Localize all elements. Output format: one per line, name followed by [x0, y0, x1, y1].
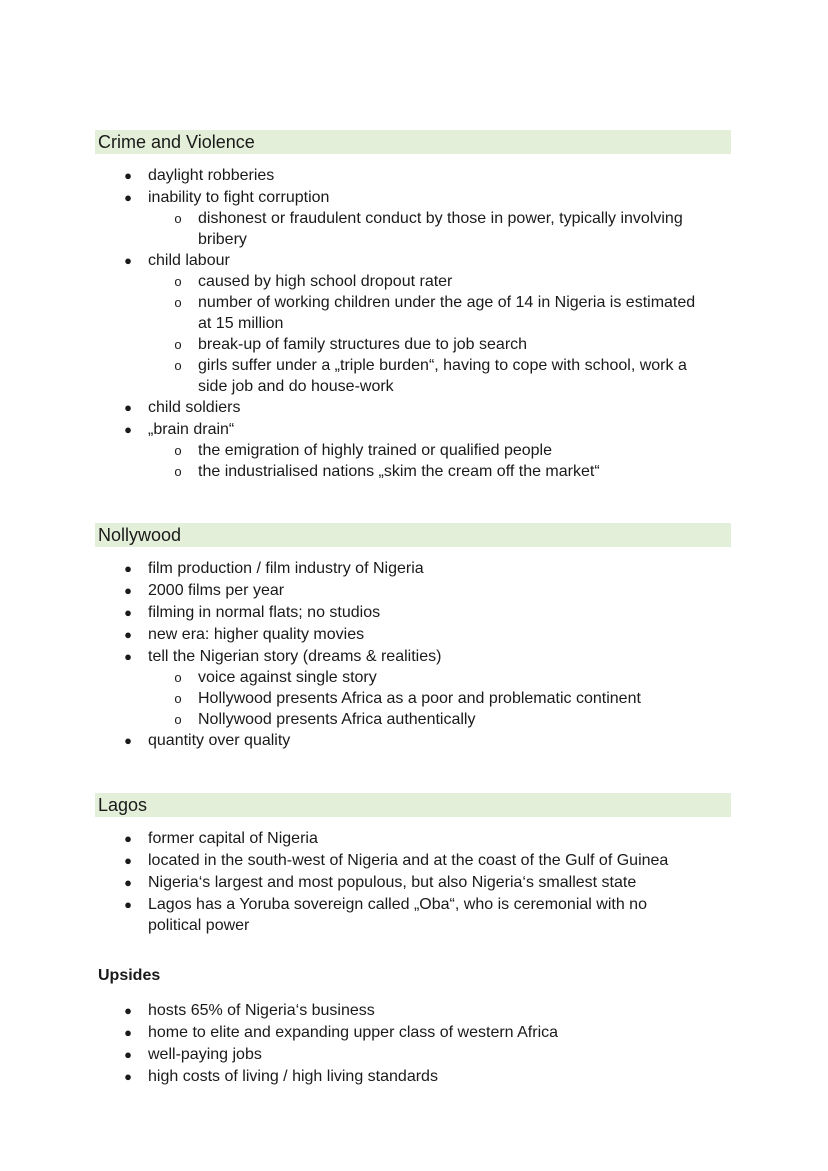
list-item-text: home to elite and expanding upper class of western Africa [148, 1024, 559, 1041]
list-item-text: the industrialised nations „skim the cream off the market“ [198, 463, 600, 480]
list-item-text: filming in normal flats; no studios [148, 604, 381, 621]
bullet-icon: ● [124, 561, 132, 576]
list-item-text: quantity over quality [148, 732, 291, 749]
list-item-text: inability to fight corruption [148, 189, 330, 206]
list-item-text: Nollywood presents Africa authentically [198, 711, 476, 728]
section-title: Crime and Violence [98, 132, 255, 152]
list-item-text: new era: higher quality movies [148, 626, 365, 643]
bullet-icon: ● [124, 400, 132, 415]
bullet-icon: ● [124, 605, 132, 620]
section-heading-nollywood [95, 523, 731, 547]
list-item-text: caused by high school dropout rater [198, 273, 453, 290]
bullet-icon: ● [124, 422, 132, 437]
list-item-text: „brain drain“ [148, 421, 235, 438]
bullet-icon: ● [124, 583, 132, 598]
bullet-icon: ● [124, 253, 132, 268]
section-title: Nollywood [98, 525, 182, 545]
circle-bullet-icon: o [174, 712, 182, 727]
list-item-text: tell the Nigerian story (dreams & realities) [148, 648, 442, 665]
list-item-text: located in the south-west of Nigeria and at the coast of the Gulf of Guinea [148, 852, 669, 869]
bullet-icon: ● [124, 1003, 132, 1018]
circle-bullet-icon: o [174, 337, 182, 352]
list-item-text: at 15 million [198, 315, 284, 332]
bullet-icon: ● [124, 1069, 132, 1084]
bullet-icon: ● [124, 1025, 132, 1040]
list-item-text: former capital of Nigeria [148, 830, 318, 847]
bullet-icon: ● [124, 897, 132, 912]
list-item-text: daylight robberies [148, 167, 275, 184]
circle-bullet-icon: o [174, 274, 182, 289]
list-item-text: child soldiers [148, 399, 241, 416]
list-item-text: Lagos has a Yoruba sovereign called „Oba“, who is ceremonial with no [148, 896, 647, 913]
list-item-text: girls suffer under a „triple burden“, having to cope with school, work a [198, 357, 687, 374]
list-item-text: voice against single story [198, 669, 377, 686]
list-item-text: side job and do house-work [198, 378, 394, 395]
circle-bullet-icon: o [174, 691, 182, 706]
list-item-text: dishonest or fraudulent conduct by those in power, typically involving [198, 210, 683, 227]
list-item-text: well-paying jobs [148, 1046, 262, 1063]
list-item-text: Nigeria‘s largest and most populous, but also Nigeria‘s smallest state [148, 874, 637, 891]
list-item-text: bribery [198, 231, 247, 248]
circle-bullet-icon: o [174, 295, 182, 310]
list-item-text: political power [148, 917, 250, 934]
circle-bullet-icon: o [174, 358, 182, 373]
bullet-icon: ● [124, 733, 132, 748]
list-item-text: the emigration of highly trained or qualified people [198, 442, 553, 459]
list-item-text: break-up of family structures due to job search [198, 336, 528, 353]
circle-bullet-icon: o [174, 670, 182, 685]
circle-bullet-icon: o [174, 443, 182, 458]
bullet-icon: ● [124, 627, 132, 642]
list-item-text: hosts 65% of Nigeria‘s business [148, 1002, 375, 1019]
list-item-text: high costs of living / high living standards [148, 1068, 438, 1085]
section-heading-crime [95, 130, 731, 154]
list-item-text: child labour [148, 252, 230, 269]
list-item-text: Hollywood presents Africa as a poor and problematic continent [198, 690, 641, 707]
bullet-icon: ● [124, 190, 132, 205]
circle-bullet-icon: o [174, 464, 182, 479]
bullet-icon: ● [124, 853, 132, 868]
list-item-text: film production / film industry of Nigeria [148, 560, 424, 577]
section-heading-lagos [95, 793, 731, 817]
list-item-text: 2000 films per year [148, 582, 285, 599]
bullet-icon: ● [124, 168, 132, 183]
bullet-icon: ● [124, 1047, 132, 1062]
bullet-icon: ● [124, 875, 132, 890]
section-title: Lagos [98, 795, 148, 815]
bullet-icon: ● [124, 649, 132, 664]
bullet-icon: ● [124, 831, 132, 846]
subsection-title-upsides: Upsides [98, 967, 161, 984]
circle-bullet-icon: o [174, 211, 182, 226]
list-item-text: number of working children under the age of 14 in Nigeria is estimated [198, 294, 696, 311]
